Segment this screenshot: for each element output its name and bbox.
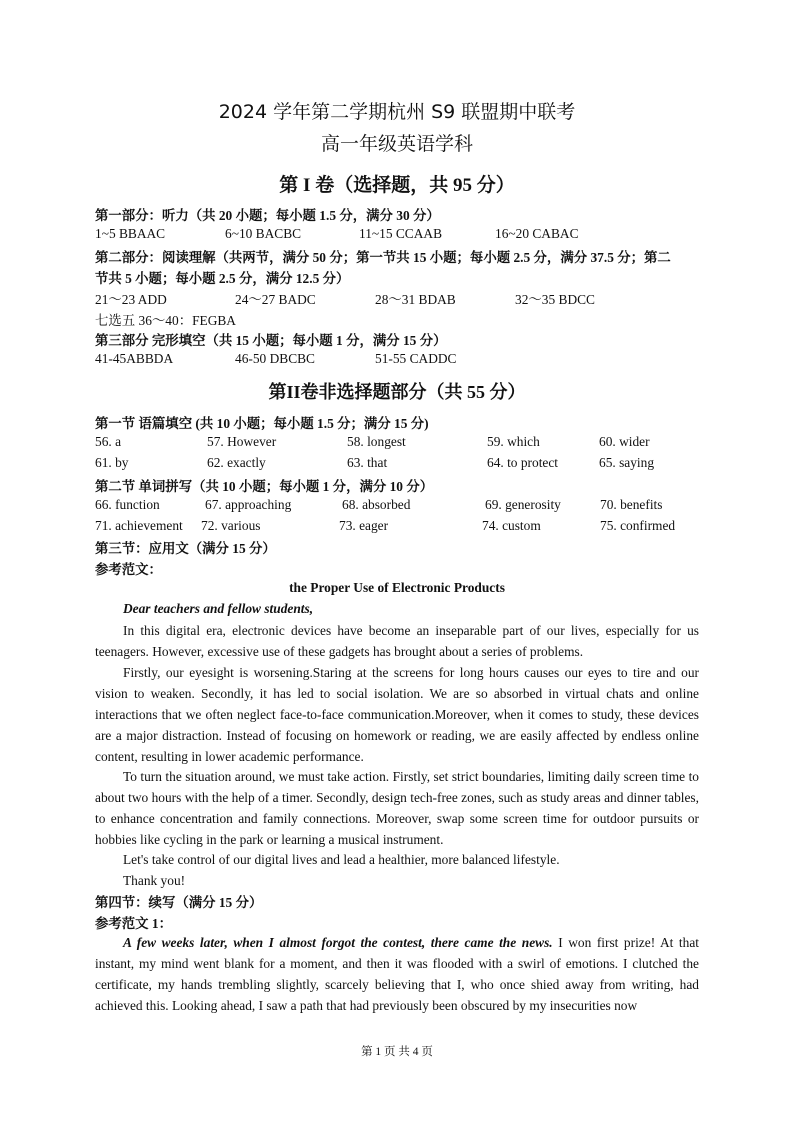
answer-item: 60. wider [599,434,650,449]
answer-group: 11~15 CCAAB [359,226,443,241]
spelling-heading: 第二节 单词拼写（共 10 小题；每小题 1 分，满分 10 分） [95,479,434,494]
answer-item: 57. However [207,434,277,449]
essay-paragraph: Let's take control of our digital lives and lead a healthier, more balanced lifestyle. [123,852,560,867]
sample1-label: 参考范文 1： [95,916,172,931]
listening-answers [95,226,699,244]
reading-heading-line2: 节共 5 小题；每小题 2.5 分，满分 12.5 分） [95,271,350,286]
answer-item: 73. eager [339,518,389,533]
answer-group: 51-55 CADDC [375,351,457,366]
essay-paragraph: Firstly, our eyesight is worsening.Staring at the screens for long hours causes our eyes to tire and our vision to weaken. Secondly, it has led to social isolation. We are so absorbed in virtual chats and online interactions that we often neglect face-to-face communication.Moreover, when it comes to study, these devices are a major distraction. Instead of focusing on homework or reading, we are easily affected by endless online content, resulting in lower academic performance. [95,665,699,764]
answer-item: 58. longest [347,434,406,449]
answer-item: 66. function [95,497,160,512]
answer-group: 41-45ABBDA [95,351,174,366]
grammar-fill-row [95,434,699,452]
answer-item: 59. which [487,434,540,449]
answer-item: 75. confirmed [600,518,676,533]
answer-item: 74. custom [482,518,541,533]
continuation-text: I won first prize! At that instant, my mind went blank for a moment, and then it was flooded with a swirl of emotions. I clutched the certificate, my hands trembling slightly, scarcely believing that I, who once shied away from writing, had achieved this. Looking ahead, I saw a path that had previously been obscured by my insecurities now [95,935,699,1013]
answer-item: 67. approaching [205,497,292,512]
cloze-heading: 第三部分 完形填空（共 15 小题；每小题 1 分，满分 15 分） [95,333,447,348]
essay-paragraph: To turn the situation around, we must take action. Firstly, set strict boundaries, limiting daily screen time to about two hours with the help of a timer. Secondly, design tech-free zones, such as study areas and dinner tables, to enhance concentration and family connections. Moreover, swap some screen time for outdoor pursuits or hobbies like cycling in the park or learning a musical instrument. [95,769,699,847]
continuation-heading: 第四节：续写（满分 15 分） [95,895,263,910]
reading-heading-line1: 第二部分：阅读理解（共两节，满分 50 分；第一节共 15 小题；每小题 2.5 分，满分 37.5 分；第二 [95,250,671,265]
exam-subtitle: 高一年级英语学科 [320,133,473,155]
essay-title: the Proper Use of Electronic Products [289,580,505,595]
answer-group: 21～23 ADD [95,292,167,307]
answer-item: 63. that [347,455,388,470]
answer-item: 69. generosity [485,497,561,512]
sample-label: 参考范文： [95,562,162,577]
continuation-paragraph [95,933,699,1017]
continuation-lead: A few weeks later, when I almost forgot the contest, there came the news. [123,935,553,950]
answer-group: 46-50 DBCBC [235,351,315,366]
answer-item: 64. to protect [487,455,559,470]
exam-title: 2024 学年第二学期杭州 S9 联盟期中联考 [218,101,576,123]
answer-item: 56. a [95,434,122,449]
seven-choose-five-answers: 七选五 36～40：FEGBA [95,313,236,328]
spelling-row [95,518,699,536]
grammar-fill-row [95,455,699,473]
essay-closing: Thank you! [123,873,186,888]
answer-group: 16~20 CABAC [495,226,579,241]
essay-salutation: Dear teachers and fellow students, [123,601,314,616]
grammar-fill-heading: 第一节 语篇填空 (共 10 小题；每小题 1.5 分；满分 15 分) [95,416,429,431]
answer-item: 68. absorbed [342,497,411,512]
answer-item: 61. by [95,455,129,470]
cloze-answers [95,351,699,369]
writing-heading: 第三节：应用文（满分 15 分） [95,541,276,556]
answer-item: 70. benefits [600,497,663,512]
answer-item: 65. saying [599,455,655,470]
essay-paragraph: In this digital era, electronic devices have become an inseparable part of our lives, especially for us teenagers. However, excessive use of these gadgets has brought about a series of problems. [95,623,699,659]
answer-group: 6~10 BACBC [225,226,302,241]
part1-title: 第 I 卷（选择题，共 95 分） [279,175,515,196]
answer-group: 24～27 BADC [235,292,316,307]
reading-answers [95,289,699,307]
page-footer: 第 1 页 共 4 页 [361,1046,433,1058]
answer-group: 1~5 BBAAC [95,226,166,241]
listening-heading: 第一部分：听力（共 20 小题；每小题 1.5 分，满分 30 分） [95,208,440,223]
answer-group: 32～35 BDCC [515,292,595,307]
answer-group: 28～31 BDAB [375,292,456,307]
answer-item: 72. various [201,518,261,533]
answer-item: 62. exactly [207,455,266,470]
answer-item: 71. achievement [95,518,183,533]
part2-title: 第II卷非选择题部分（共 55 分） [268,382,526,402]
spelling-row [95,497,699,515]
